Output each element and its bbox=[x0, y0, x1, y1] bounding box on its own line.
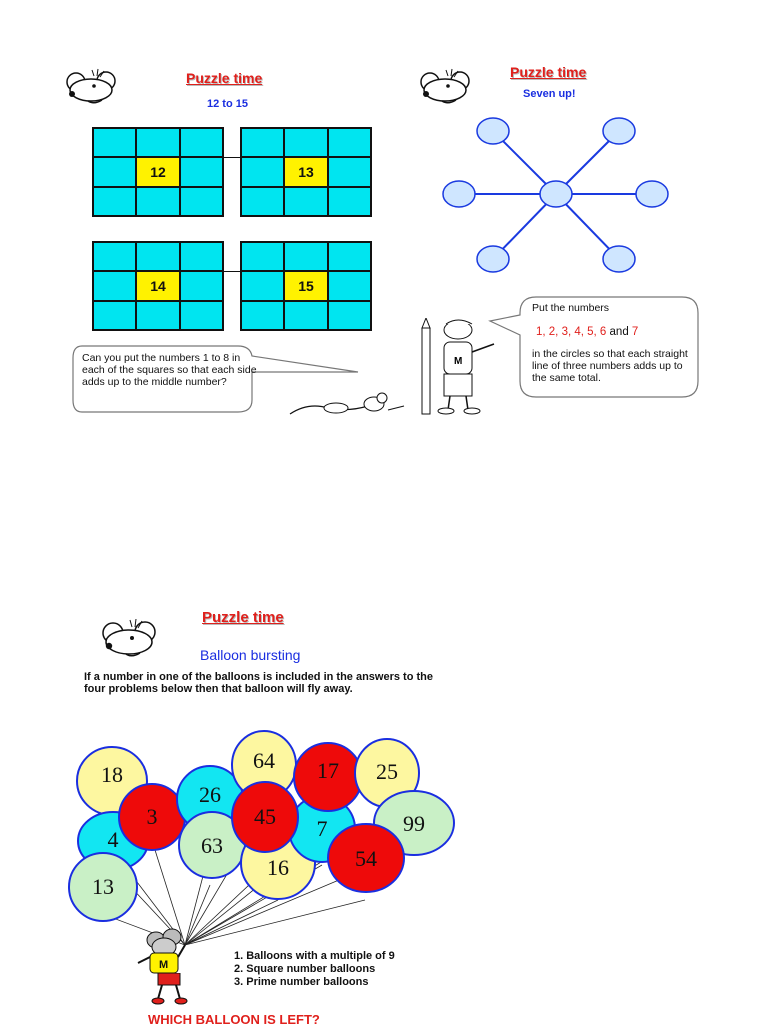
square-grid-13 bbox=[240, 127, 372, 217]
puzzle-title: Puzzle time bbox=[202, 609, 284, 626]
circle-bottom-left bbox=[477, 246, 509, 272]
numbers-line bbox=[536, 326, 638, 338]
puzzle-title: Puzzle time bbox=[510, 64, 587, 80]
puzzle-subtitle: Seven up! bbox=[523, 88, 576, 100]
circle-right bbox=[636, 181, 668, 207]
middle-number: 12 bbox=[136, 157, 179, 186]
middle-number: 13 bbox=[284, 157, 327, 186]
circle-center bbox=[540, 181, 572, 207]
last-number: 7 bbox=[631, 326, 639, 338]
balloon-label: 45 bbox=[254, 804, 276, 829]
mouse-head-icon bbox=[418, 68, 478, 106]
balloon-label: 26 bbox=[199, 782, 221, 807]
circle-top-right bbox=[603, 118, 635, 144]
final-question: WHICH BALLOON IS LEFT? bbox=[148, 1012, 320, 1027]
and-word: and bbox=[609, 326, 629, 338]
balloon-label: 99 bbox=[403, 811, 425, 836]
instruction-line-2: in the circles so that each straight line of three numbers adds up to the same total. bbox=[532, 348, 688, 384]
balloon-label: 13 bbox=[92, 874, 114, 899]
circle-top-left bbox=[477, 118, 509, 144]
balloon-label: 3 bbox=[146, 804, 158, 829]
middle-number: 14 bbox=[136, 271, 179, 300]
intro-text: If a number in one of the balloons is included in the answers to the four problems below then that balloon will fly away. bbox=[84, 671, 433, 695]
balloon-label: 16 bbox=[267, 855, 289, 880]
instruction-line-1: Put the numbers bbox=[532, 302, 610, 314]
mouse-holding-balloons-icon bbox=[138, 929, 185, 973]
middle-number: 15 bbox=[284, 271, 327, 300]
red-numbers: 1, 2, 3, 4, 5, 6 bbox=[536, 326, 607, 338]
instruction-text: Can you put the numbers 1 to 8 in each of the squares so that each side adds up to the middle number? bbox=[82, 352, 257, 388]
balloon-label: 18 bbox=[101, 762, 123, 787]
puzzle-title: Puzzle time bbox=[186, 70, 263, 86]
balloon-label: 25 bbox=[376, 759, 398, 784]
seven-circle-diagram bbox=[430, 110, 680, 280]
balloon-label: 63 bbox=[201, 833, 223, 858]
square-grid-12 bbox=[92, 127, 224, 217]
mouse-head-icon bbox=[100, 618, 164, 660]
puzzle-subtitle: Balloon bursting bbox=[200, 647, 301, 663]
circle-left bbox=[443, 181, 475, 207]
puzzle-subtitle: 12 to 15 bbox=[207, 98, 248, 110]
problem-2: 2. Square number balloons bbox=[234, 963, 376, 975]
square-grid-15 bbox=[240, 241, 372, 331]
problem-3: 3. Prime number balloons bbox=[234, 976, 369, 988]
connector-line bbox=[224, 271, 240, 272]
circle-bottom-right bbox=[603, 246, 635, 272]
balloon-label: 7 bbox=[316, 816, 328, 841]
svg-text:M: M bbox=[159, 959, 169, 971]
balloon-label: 4 bbox=[107, 827, 119, 852]
square-grid-14 bbox=[92, 241, 224, 331]
problem-1: 1. Balloons with a multiple of 9 bbox=[234, 950, 395, 962]
mouse-legs-icon bbox=[150, 973, 190, 1007]
balloon-label: 54 bbox=[355, 846, 377, 871]
balloon-label: 64 bbox=[253, 748, 275, 773]
sleeping-mouse-icon bbox=[288, 392, 408, 418]
mouse-head-icon bbox=[64, 68, 124, 106]
svg-text:M: M bbox=[454, 356, 463, 367]
connector-line bbox=[224, 157, 240, 158]
balloon-label: 17 bbox=[317, 758, 339, 783]
balloon-cluster bbox=[60, 725, 470, 975]
